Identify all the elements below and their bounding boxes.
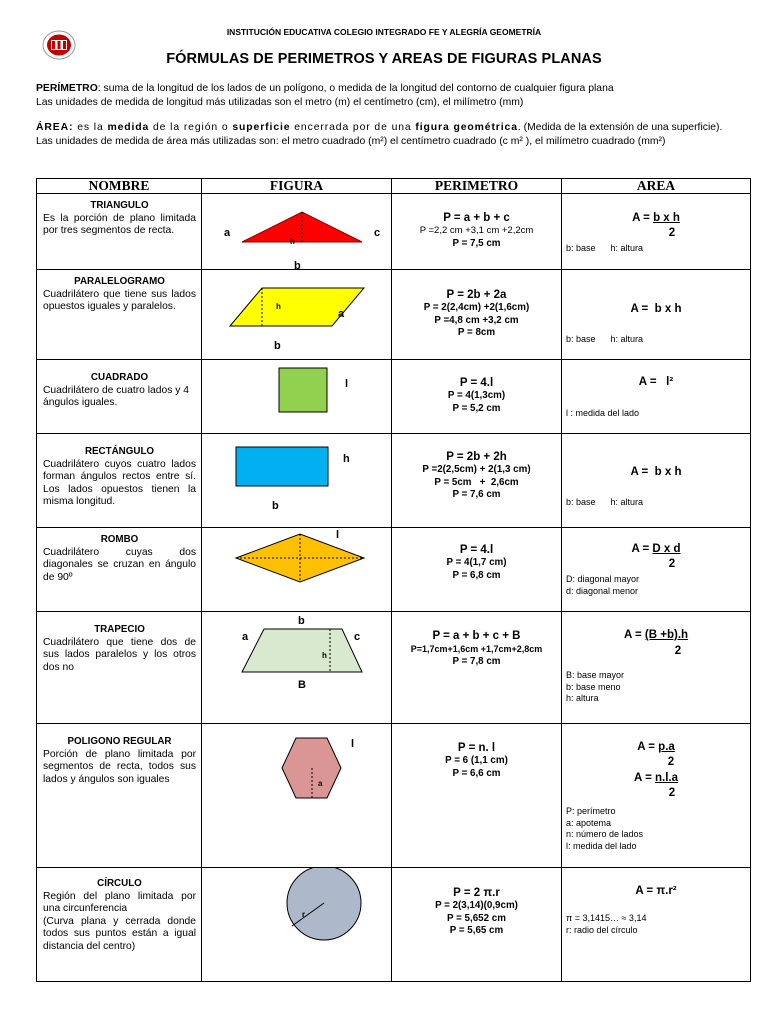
area-legend: l : medida del lado bbox=[566, 408, 640, 418]
perimeter-cell bbox=[392, 194, 562, 270]
perimeter-formula: P = 2b + 2h bbox=[446, 451, 507, 463]
area-text-a: es la bbox=[73, 122, 108, 133]
perimeter-formula: P = 4.l bbox=[459, 377, 494, 389]
table-row bbox=[37, 270, 751, 360]
trapezoid-figure bbox=[202, 612, 392, 724]
area-figura: figura geométrica bbox=[415, 122, 518, 133]
triangle-label-c: c bbox=[374, 227, 381, 239]
perimeter-step: P=1,7cm+1,6cm +1,7cm+2,8cm bbox=[410, 644, 543, 654]
perimeter-result: P = 6,6 cm bbox=[452, 767, 501, 779]
perimeter-formula: P = n. l bbox=[457, 742, 496, 754]
table-row bbox=[37, 724, 751, 868]
area-text-c: encerrada por de una bbox=[290, 122, 416, 133]
triangle-label-h: h bbox=[290, 237, 295, 246]
area-medida: medida bbox=[107, 122, 150, 133]
rectangle-figure bbox=[202, 434, 392, 528]
area-lhs: A = bbox=[631, 543, 653, 555]
perimeter-cell bbox=[392, 868, 562, 982]
legend-line: r: radio del círculo bbox=[566, 924, 638, 935]
perimeter-formula: P = 2b + 2a bbox=[446, 289, 507, 301]
area-numerator: p.a bbox=[658, 741, 675, 753]
trapezoid-label-h: h bbox=[322, 651, 327, 660]
legend-line: h: altura bbox=[566, 693, 599, 703]
trapezoid-label-a: a bbox=[242, 631, 249, 643]
perimeter-result: P = 8cm bbox=[457, 327, 496, 338]
trapezoid-label-b: b bbox=[298, 615, 305, 627]
table-row bbox=[37, 612, 751, 724]
figure-cell bbox=[202, 528, 392, 612]
area-legend: b: base h: altura bbox=[566, 334, 644, 344]
shape-name: POLIGONO REGULAR bbox=[67, 736, 172, 747]
perimeter-step: P = 5,652 cm bbox=[447, 912, 506, 924]
name-cell bbox=[37, 434, 202, 528]
legend-line: b: base meno bbox=[566, 681, 621, 692]
institution-header: INSTITUCIÓN EDUCATIVA COLEGIO INTEGRADO FE Y ALEGRÍA GEOMETRÍA bbox=[226, 27, 542, 37]
legend-line: n: número de lados bbox=[566, 829, 644, 839]
triangle-figure bbox=[202, 194, 392, 270]
area-lhs: A = bbox=[623, 629, 645, 641]
area-legend bbox=[566, 913, 646, 936]
area-cell bbox=[562, 194, 751, 270]
area-lhs: A = bbox=[632, 212, 654, 224]
shape-description: Porción de plano limitada por segmentos de recta, todos sus lados y ángulos son iguales bbox=[43, 748, 196, 785]
shape-description: Es la porción de plano limitada por tres segmentos de recta. bbox=[43, 212, 196, 237]
table-header-row bbox=[37, 179, 751, 194]
name-cell bbox=[37, 360, 202, 434]
name-cell bbox=[37, 724, 202, 868]
area-superficie: superficie bbox=[232, 122, 291, 133]
shape-description-2: (Curva plana y cerrada donde todos sus puntos están a igual distancia del centro) bbox=[43, 915, 196, 952]
area-numerator: b x h bbox=[653, 212, 680, 224]
area-numerator: D x d bbox=[652, 543, 681, 555]
shape-description: Cuadrilátero de cuatro lados y 4 ángulos iguales. bbox=[43, 384, 189, 409]
shape-name: TRAPECIO bbox=[94, 624, 145, 635]
area-denominator: 2 bbox=[668, 227, 676, 239]
area-formula bbox=[562, 543, 750, 555]
area-formula: A = b x h bbox=[630, 303, 682, 315]
shape-name: RECTÁNGULO bbox=[84, 446, 155, 457]
shape-name: CÍRCULO bbox=[97, 878, 142, 889]
hexagon-figure bbox=[202, 724, 392, 868]
name-cell bbox=[37, 868, 202, 982]
area-legend bbox=[566, 574, 639, 597]
figure-cell bbox=[202, 724, 392, 868]
shape-name: PARALELOGRAMO bbox=[74, 276, 165, 287]
legend-line: a: apotema bbox=[566, 817, 612, 828]
table-row bbox=[37, 434, 751, 528]
perimeter-result: P = 6,8 cm bbox=[452, 569, 501, 581]
legend-line: D: diagonal mayor bbox=[566, 574, 640, 584]
perimeter-step: P = 4(1,7 cm) bbox=[446, 557, 507, 568]
area-lhs: A = bbox=[637, 741, 659, 753]
area-text-b: de la región o bbox=[149, 122, 233, 133]
legend-line: l: medida del lado bbox=[566, 840, 637, 851]
shape-description: Región del plano limitada por una circunferencia bbox=[43, 890, 196, 915]
area-legend bbox=[566, 670, 624, 705]
parallelogram-label-h: h bbox=[276, 302, 281, 311]
area-formula-2 bbox=[562, 772, 750, 784]
rhombus-figure bbox=[202, 528, 392, 612]
name-cell bbox=[37, 270, 202, 360]
circle-figure bbox=[202, 868, 392, 982]
perimeter-cell bbox=[392, 724, 562, 868]
area-cell bbox=[562, 868, 751, 982]
shape-description: Cuadrilátero que tiene sus lados opuestos iguales y paralelos. bbox=[43, 288, 196, 313]
trapezoid-label-c: c bbox=[354, 631, 361, 643]
triangle-label-a: a bbox=[224, 227, 231, 239]
area-legend: b: base h: altura bbox=[566, 497, 644, 507]
perimeter-step: P = 2(3,14)(0,9cm) bbox=[435, 900, 518, 911]
perimetro-units: Las unidades de medida de longitud más utilizadas son el metro (m) el centímetro (cm), el milímetro (mm) bbox=[36, 96, 524, 108]
parallelogram-label-b: b bbox=[274, 340, 281, 352]
perimetro-definition bbox=[36, 82, 740, 109]
area-cell bbox=[562, 724, 751, 868]
perimeter-step: P =2(2,5cm) + 2(1,3 cm) bbox=[422, 464, 531, 475]
area-denominator: 2 bbox=[668, 558, 676, 570]
table-row bbox=[37, 360, 751, 434]
legend-line: π = 3,1415… ≈ 3,14 bbox=[566, 913, 647, 923]
area-cell bbox=[562, 434, 751, 528]
perimeter-step: P = 6 (1,1 cm) bbox=[445, 755, 508, 766]
perimeter-cell bbox=[392, 360, 562, 434]
area-formula: A = l² bbox=[638, 376, 674, 388]
figure-cell bbox=[202, 868, 392, 982]
perimetro-text: : suma de la longitud de los lados de un polígono, o medida de la longitud del contorno de cualquier figura plana bbox=[97, 83, 614, 94]
hexagon-label-l: l bbox=[351, 738, 355, 750]
perimeter-result: P = 7,6 cm bbox=[452, 489, 501, 500]
perimeter-result: P = 7,5 cm bbox=[452, 237, 501, 249]
shape-name: ROMBO bbox=[100, 534, 139, 545]
page-title: FÓRMULAS DE PERIMETROS Y AREAS DE FIGURAS PLANAS bbox=[166, 51, 602, 67]
shape-name: TRIANGULO bbox=[90, 200, 149, 211]
perimeter-cell bbox=[392, 434, 562, 528]
area-definition bbox=[36, 121, 740, 148]
legend-line: B: base mayor bbox=[566, 670, 625, 680]
area-numerator: (B +b).h bbox=[644, 629, 689, 641]
shape-description: Cuadrilátero que tiene dos de sus lados paralelos y los otros dos no bbox=[43, 636, 196, 673]
area-formula bbox=[562, 212, 750, 224]
name-cell bbox=[37, 612, 202, 724]
header-figura: FIGURA bbox=[202, 179, 392, 194]
perimeter-formula: P = 4.l bbox=[459, 544, 494, 556]
rectangle-label-h: h bbox=[343, 453, 350, 465]
figure-cell bbox=[202, 360, 392, 434]
hexagon-label-a: a bbox=[318, 779, 323, 788]
legend-line: d: diagonal menor bbox=[566, 585, 639, 596]
rectangle-label-b: b bbox=[272, 500, 279, 512]
table-row bbox=[37, 868, 751, 982]
table-row bbox=[37, 528, 751, 612]
name-cell bbox=[37, 194, 202, 270]
triangle-label-b: b bbox=[294, 260, 301, 270]
circle-label-r: r bbox=[302, 910, 306, 919]
perimeter-step: P = 5cm + 2,6cm bbox=[434, 476, 519, 488]
header-nombre: NOMBRE bbox=[37, 179, 202, 194]
shape-description: Cuadrilátero cuyas dos diagonales se cruzan en ángulo de 90º bbox=[43, 546, 196, 583]
area-numerator: n.l.a bbox=[654, 772, 678, 784]
area-cell bbox=[562, 612, 751, 724]
area-cell bbox=[562, 360, 751, 434]
area-denominator: 2 bbox=[674, 645, 682, 657]
area-text-d: . (Medida de la extensión de una superficie). Las unidades de medida de área más utilizadas son: el metro cuadrado (m²) el centímetro cuadrado (c m² ), el milímetro cuadrado (mm²) bbox=[36, 122, 723, 147]
shape-name: CUADRADO bbox=[90, 372, 149, 383]
figure-cell bbox=[202, 194, 392, 270]
perimeter-result: P = 7,8 cm bbox=[452, 655, 501, 667]
perimeter-step: P =4,8 cm +3,2 cm bbox=[434, 314, 519, 326]
header-perimetro: PERIMETRO bbox=[392, 179, 562, 194]
legend-line: P: perímetro bbox=[566, 806, 616, 816]
perimeter-formula: P = 2 π.r bbox=[453, 887, 500, 899]
area-denominator: 2 bbox=[667, 756, 675, 768]
perimeter-formula: P = a + b + c bbox=[443, 212, 510, 224]
perimeter-cell bbox=[392, 612, 562, 724]
trapezoid-label-B: B bbox=[298, 679, 306, 691]
parallelogram-figure bbox=[202, 270, 392, 360]
formulas-table bbox=[36, 178, 751, 982]
name-cell bbox=[37, 528, 202, 612]
perimeter-result: P = 5,2 cm bbox=[452, 402, 501, 414]
table-row bbox=[37, 194, 751, 270]
area-label: ÁREA: bbox=[36, 122, 74, 133]
area-legend: b: base h: altura bbox=[566, 243, 644, 253]
perimeter-step: P = 2(2,4cm) +2(1,6cm) bbox=[423, 302, 530, 313]
figure-cell bbox=[202, 434, 392, 528]
area-formula: A = b x h bbox=[630, 466, 682, 478]
figure-cell bbox=[202, 270, 392, 360]
area-cell bbox=[562, 528, 751, 612]
area-legend bbox=[566, 806, 643, 852]
square-figure bbox=[202, 360, 392, 434]
area-formula bbox=[562, 629, 750, 641]
perimetro-label: PERÍMETRO bbox=[36, 83, 98, 94]
perimeter-step: P =2,2 cm +3,1 cm +2,2cm bbox=[419, 225, 534, 236]
area-lhs: A = bbox=[634, 772, 655, 784]
perimeter-cell bbox=[392, 528, 562, 612]
parallelogram-label-a: a bbox=[338, 308, 345, 320]
area-formula: A = π.r² bbox=[635, 885, 677, 897]
area-formula bbox=[562, 741, 750, 753]
shape-description: Cuadrilátero cuyos cuatro lados forman ángulos rectos entre sí. Los lados opuestos tienen la misma longitud. bbox=[43, 458, 196, 508]
area-denominator-2: 2 bbox=[668, 787, 676, 799]
perimeter-formula: P = a + b + c + B bbox=[432, 630, 521, 642]
header-area: AREA bbox=[562, 179, 751, 194]
rhombus-label-l: l bbox=[336, 529, 340, 541]
perimeter-cell bbox=[392, 270, 562, 360]
area-cell bbox=[562, 270, 751, 360]
perimeter-step: P = 4(1,3cm) bbox=[447, 390, 506, 401]
perimeter-result: P = 5,65 cm bbox=[449, 925, 504, 936]
square-label-l: l bbox=[345, 378, 349, 390]
figure-cell bbox=[202, 612, 392, 724]
